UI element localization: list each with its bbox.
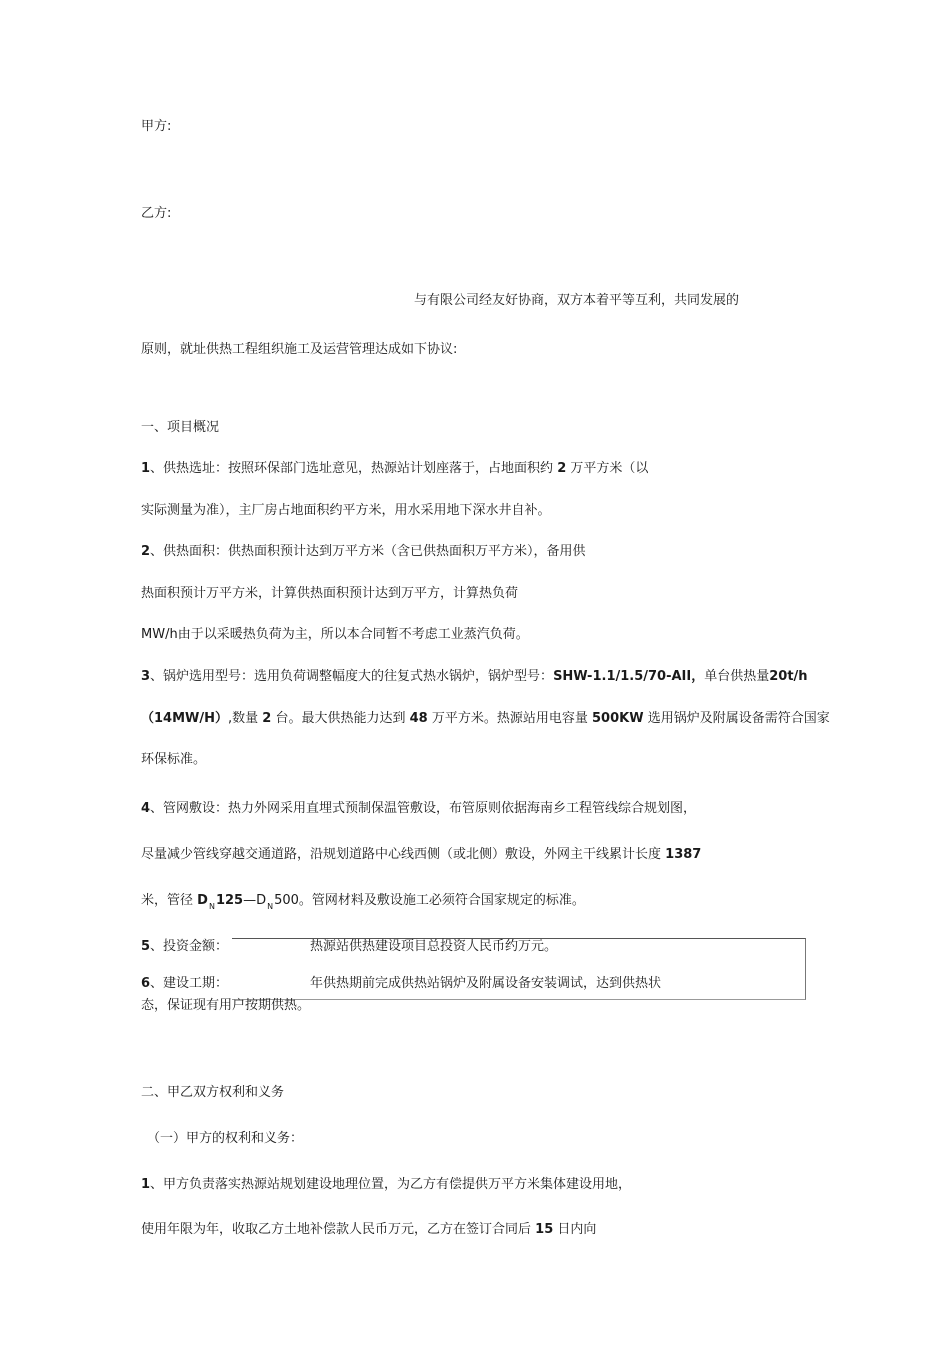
item-number: 4 — [141, 801, 151, 816]
item-4-line-1 — [141, 800, 696, 818]
item-5-value: 热源站供热建设项目总投资人民币约万元。 — [310, 939, 558, 954]
item-1-line-2: 实际测量为准），主厂房占地面积约平方米，用水采用地下深水井自补。 — [141, 503, 551, 518]
item-text: 日内向 — [557, 1222, 597, 1237]
item-text: 单台供热量 — [704, 669, 770, 684]
intro-line-1: 与有限公司经友好协商，双方本着平等互利，共同发展的 — [414, 293, 740, 308]
item-number: 5 — [141, 939, 151, 954]
power-capacity: 500KW — [592, 711, 644, 726]
item-4-line-2 — [141, 846, 701, 864]
item-number: 6 — [141, 976, 151, 991]
item-5-label — [141, 938, 228, 956]
item-text: 、锅炉选用型号：选用负荷调整幅度大的往复式热水锅炉，锅炉型号： — [150, 669, 554, 684]
pipe-length: 1387 — [665, 847, 702, 862]
area-value: 2 — [557, 461, 567, 476]
max-area-value: 48 — [409, 711, 428, 726]
item-number: 2 — [141, 544, 151, 559]
party-b-label: 乙方: — [141, 206, 172, 221]
item-1-line-1 — [141, 460, 648, 478]
item-2-line-3: MW/h由于以采暖热负荷为主，所以本合同暂不考虑工业蒸汽负荷。 — [141, 627, 529, 642]
section-2-title: 二、甲乙双方权利和义务 — [141, 1085, 285, 1100]
item-text: 、供热选址：按照环保部门选址意见，热源站计划座落于，占地面积约 — [150, 461, 554, 476]
item-3-line-1 — [141, 668, 808, 686]
section-2-subtitle: （一）甲方的权利和义务： — [147, 1131, 304, 1146]
item-text: 、管网敷设：热力外网采用直埋式预制保温管敷设，布管原则依据海南乡工程管线综合规划图， — [150, 801, 697, 816]
boiler-model: SHW-1.1/1.5/70-AII， — [553, 669, 705, 684]
item-text: 使用年限为年，收取乙方土地补偿款人民币万元，乙方在签订合同后 — [141, 1222, 532, 1237]
item-4-line-3 — [141, 892, 585, 911]
item-2-line-1 — [141, 543, 586, 561]
item-3-line-3: 环保标准。 — [141, 752, 207, 767]
item-6-value: 年供热期前完成供热站锅炉及附属设备安装调试，达到供热状 — [310, 976, 662, 991]
s2-item-1-line-1 — [141, 1176, 631, 1194]
item-text: 尽量减少管线穿越交通道路，沿规划道路中心线西侧（或北侧）敷设，外网主干线累计长度 — [141, 847, 662, 862]
pipe-dash: —D — [243, 893, 267, 908]
boiler-capacity: 20t/h — [769, 669, 808, 684]
item-number: 1 — [141, 461, 151, 476]
item-text: 、甲方负责落实热源站规划建设地理位置，为乙方有偿提供万平方米集体建设用地， — [150, 1177, 632, 1192]
item-text: 万平方米。热源站用电容量 — [431, 711, 588, 726]
item-text: 。管网材料及敷设施工必须符合国家规定的标准。 — [298, 893, 585, 908]
boiler-count: 2 — [262, 711, 272, 726]
item-text: ,数量 — [228, 711, 259, 726]
item-2-line-2: 热面积预计万平方米，计算供热面积预计达到万平方，计算热负荷 — [141, 586, 519, 601]
power-rating: （14MW/H） — [141, 711, 228, 726]
item-text: 万平方米（以 — [570, 461, 649, 476]
days-value: 15 — [535, 1222, 554, 1237]
item-text: 台。最大供热能力达到 — [275, 711, 406, 726]
subscript: N — [208, 902, 215, 911]
pipe-diameter-symbol: D — [197, 893, 208, 908]
item-text: 、供热面积：供热面积预计达到万平方米（含已供热面积万平方米），备用供 — [150, 544, 586, 559]
item-3-line-2 — [141, 710, 830, 728]
s2-item-1-line-2 — [141, 1221, 596, 1239]
intro-line-2: 原则，就址供热工程组织施工及运营管理达成如下协议: — [141, 342, 458, 357]
section-1-title: 一、项目概况 — [141, 420, 220, 435]
item-label: 、建设工期： — [150, 976, 229, 991]
pipe-size-min: 125 — [215, 893, 244, 908]
item-number: 1 — [141, 1177, 151, 1192]
item-6-line-2: 态，保证现有用户按期供热。 — [141, 998, 311, 1013]
subscript: N — [267, 902, 274, 911]
item-number: 3 — [141, 669, 151, 684]
item-text: 米，管径 — [141, 893, 194, 908]
item-text: 选用锅炉及附属设备需符合国家 — [647, 711, 830, 726]
pipe-size-max: 500 — [274, 893, 299, 908]
party-a-label: 甲方: — [141, 119, 172, 134]
item-6-label — [141, 975, 228, 993]
item-label: 、投资金额： — [150, 939, 229, 954]
